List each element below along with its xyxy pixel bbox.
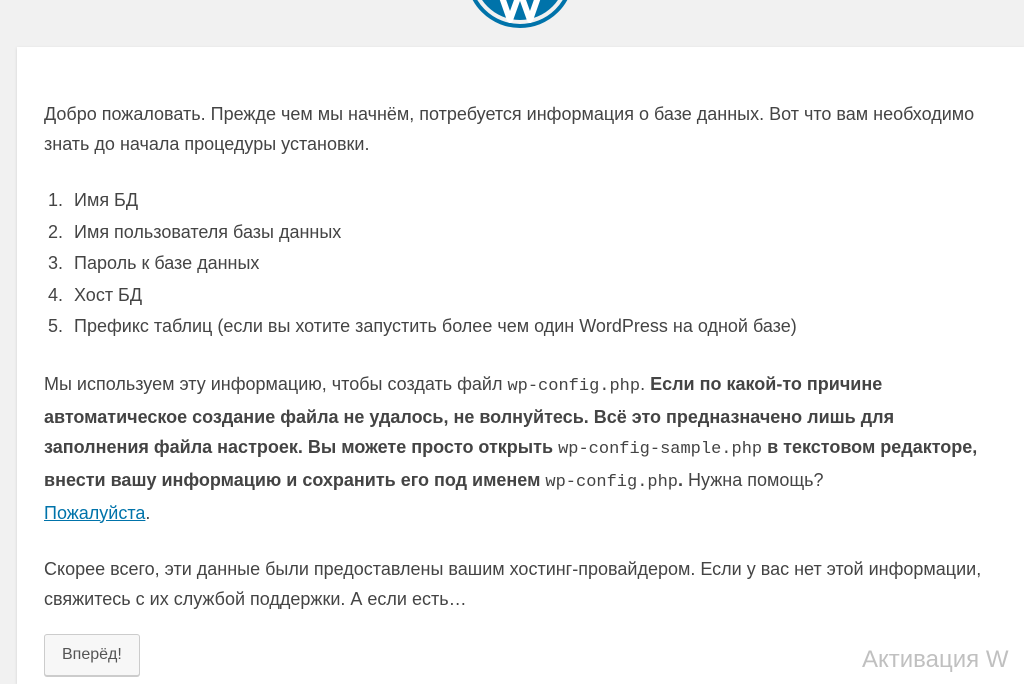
list-item bbox=[44, 217, 994, 249]
usage-paragraph bbox=[44, 369, 994, 528]
list-item-label: Хост БД bbox=[74, 284, 143, 305]
list-item bbox=[44, 280, 994, 312]
wordpress-logo-svg bbox=[466, 0, 574, 28]
config-filename: wp-config.php bbox=[545, 472, 679, 492]
list-item-number: 1. bbox=[48, 190, 64, 210]
list-item-number: 4. bbox=[48, 284, 64, 305]
list-item-number: 2. bbox=[48, 221, 64, 242]
list-item-label: Префикс таблиц (если вы хотите запустить более чем один WordPress на одной базе) bbox=[74, 316, 797, 336]
usage-text: Мы используем эту информацию, чтобы создать файл bbox=[44, 373, 508, 394]
list-item-label: Имя БД bbox=[74, 190, 139, 210]
list-item-label: Имя пользователя базы данных bbox=[74, 221, 342, 242]
setup-content bbox=[44, 99, 994, 614]
usage-text: . bbox=[145, 502, 151, 523]
activation-watermark: Активация W bbox=[862, 646, 1009, 673]
setup-card bbox=[17, 47, 1024, 684]
hosting-note: Скорее всего, эти данные были предоставлены вашим хостинг-провайдером. Если у вас нет этой информации, свяжитесь с их службой поддержки. А если есть… bbox=[44, 558, 982, 609]
sample-config-filename: wp-config-sample.php bbox=[558, 439, 763, 459]
usage-text: . bbox=[640, 373, 651, 394]
list-item-label: Пароль к базе данных bbox=[74, 253, 260, 273]
list-item-number: 3. bbox=[48, 253, 64, 273]
usage-bold-text: в текстовом редакторе, внести вашу информацию и сохранить его под именем bbox=[44, 436, 978, 490]
usage-bold-text: . bbox=[678, 469, 684, 490]
list-item-number: 5. bbox=[48, 316, 64, 336]
help-question: Нужна помощь? bbox=[683, 469, 824, 490]
next-button[interactable]: Вперёд! bbox=[44, 634, 140, 676]
list-item bbox=[44, 248, 994, 280]
config-filename: wp-config.php bbox=[507, 376, 641, 396]
wordpress-logo-icon[interactable] bbox=[466, 0, 574, 28]
list-item bbox=[44, 185, 994, 217]
usage-bold-text: Если по какой-то причине автоматическое создание файла не удалось, не волнуйтесь. Всё это предназначено лишь для заполнения файла настроек. Вы можете просто открыть bbox=[44, 373, 895, 457]
intro-text: Добро пожаловать. Прежде чем мы начнём, потребуется информация о базе данных. Вот что вам необходимо знать до начала процедуры установки. bbox=[44, 104, 975, 154]
required-info-list bbox=[44, 185, 994, 343]
list-item bbox=[44, 311, 994, 343]
help-link[interactable]: Пожалуйста bbox=[44, 502, 146, 523]
